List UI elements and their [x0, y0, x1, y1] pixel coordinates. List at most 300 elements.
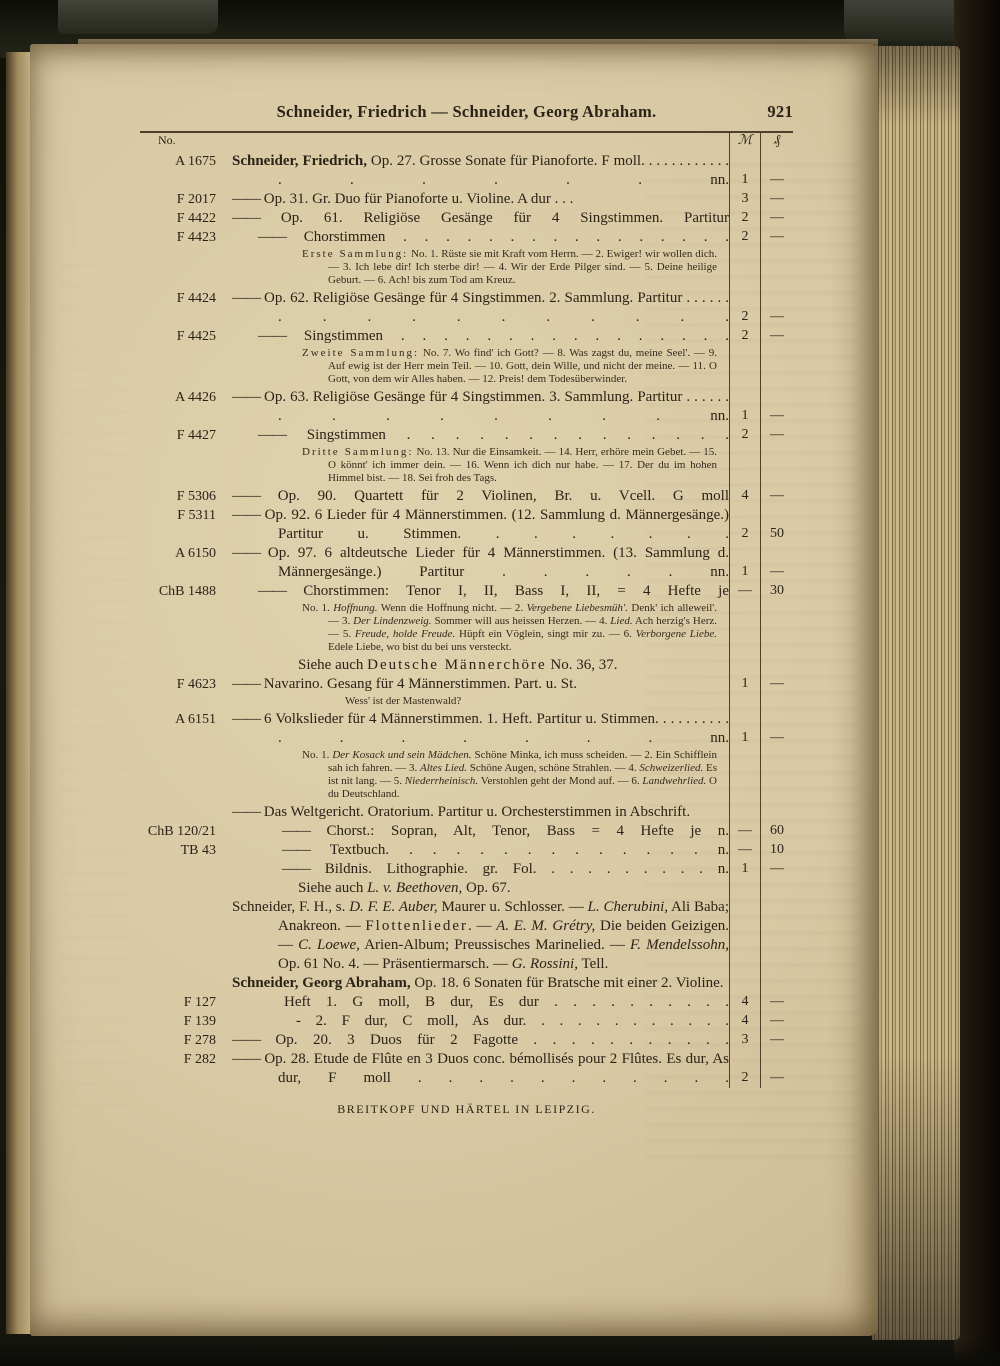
price-pfennig-cell [760, 879, 793, 898]
entry-main-text [232, 675, 729, 694]
price-pfennig-cell [760, 426, 793, 445]
entry-line [140, 228, 793, 247]
entry-line [140, 656, 793, 675]
price-mark-cell [729, 582, 760, 601]
entry-text [232, 426, 729, 445]
price-pfennig-value: — [770, 210, 784, 225]
table-row [140, 582, 793, 656]
text-segment: Landwehrlied. [642, 775, 707, 787]
price-mark-value: 1 [741, 564, 749, 579]
price-mark-cell [729, 445, 760, 487]
entry-line [140, 710, 793, 748]
price-pfennig-value: — [770, 1013, 784, 1028]
entry-note-cell [232, 601, 729, 656]
price-pfennig-cell [760, 898, 793, 974]
price-pfennig-value: — [770, 1070, 784, 1085]
text-segment: Altes Lied. [419, 762, 468, 774]
catalog-number: F 5311 [177, 508, 216, 523]
table-row [140, 190, 793, 209]
text-segment: Schöne Augen, schöne Strahlen. — 4. [467, 762, 640, 774]
text-segment: Op. 31. Gr. Duo für Pianoforte u. Violine. A dur . . . [260, 191, 574, 207]
repeat-dash: —— [282, 823, 310, 839]
entry-note-text [232, 347, 729, 386]
price-pfennig-value: — [770, 172, 784, 187]
text-segment: Ach herzig's Herz. — 5. [328, 615, 718, 640]
entry-text [232, 898, 729, 974]
catalog-number-empty [140, 346, 232, 388]
note-line [140, 601, 793, 656]
catalog-number: F 4623 [176, 677, 216, 692]
catalog-number [140, 860, 232, 879]
catalog-number: TB 43 [180, 843, 216, 858]
price-mark-cell [729, 841, 760, 860]
entry-line [140, 209, 793, 228]
price-mark-cell [729, 388, 760, 426]
entry-main-text [232, 710, 729, 748]
entry-text [232, 822, 729, 841]
entry-note-cell [232, 694, 729, 710]
entry-main-text [232, 822, 729, 841]
entry-line [140, 898, 793, 974]
entry-main-text [232, 487, 729, 506]
text-segment: Chorstimmen . . . . . . . . . . . . . . . . [286, 229, 729, 245]
text-segment: D. F. E. Auber, [349, 899, 438, 915]
price-pfennig-cell [760, 710, 793, 748]
entry-line [140, 675, 793, 694]
text-segment: - 2. F dur, C moll, As dur. . . . . . . . . . . . [296, 1013, 729, 1029]
entry-main-text [232, 879, 729, 898]
price-pfennig-value: 30 [770, 583, 784, 598]
entry-text [232, 190, 729, 209]
price-pfennig-value: — [770, 229, 784, 244]
price-mark-cell [729, 1031, 760, 1050]
price-mark-value: 2 [741, 427, 749, 442]
price-pfennig-value: — [770, 427, 784, 442]
price-pfennig-value: — [770, 408, 784, 423]
catalog-number [140, 879, 232, 898]
text-segment: Das Weltgericht. Oratorium. Partitur u. Orchesterstimmen in Abschrift. [260, 804, 691, 820]
catalog-number: A 4426 [175, 390, 216, 405]
price-pfennig-value: — [770, 861, 784, 876]
entry-line [140, 1050, 793, 1088]
text-segment: Hüpft ein Vöglein, singt mir zu. — 6. [455, 628, 636, 640]
text-segment: Siehe auch [298, 657, 368, 673]
price-mark-cell [729, 209, 760, 228]
repeat-dash: —— [232, 711, 260, 727]
entry-main-text [232, 582, 729, 601]
page-title: Schneider, Friedrich — Schneider, Georg Abraham. [276, 102, 657, 121]
entry-line [140, 803, 793, 822]
text-segment: Der Kosack und sein Mädchen. [332, 749, 472, 761]
repeat-dash: —— [232, 488, 260, 504]
entry-line [140, 1031, 793, 1050]
catalog-entries [140, 152, 793, 1088]
catalog-number: F 2017 [176, 192, 216, 207]
table-row [140, 388, 793, 426]
pfennig-column-header: ₰ [760, 133, 793, 152]
text-segment: Textbuch. . . . . . . . . . . . . . n. [310, 842, 729, 858]
repeat-dash: —— [282, 861, 310, 877]
price-pfennig-cell [760, 228, 793, 247]
table-row [140, 426, 793, 487]
price-mark-cell [729, 327, 760, 346]
price-mark-value: 1 [741, 408, 749, 423]
text-segment: Maurer u. Schlosser. — [437, 899, 588, 915]
catalog-number: ChB 1488 [158, 584, 216, 599]
price-mark-value: 3 [741, 191, 749, 206]
text-segment: L. Cherubini, [587, 899, 669, 915]
entry-text [232, 1031, 729, 1050]
price-mark-cell [729, 675, 760, 694]
price-pfennig-cell [760, 346, 793, 388]
table-row [140, 879, 793, 898]
entry-main-text [232, 841, 729, 860]
price-mark-value: 4 [741, 1013, 749, 1028]
price-pfennig-cell [760, 656, 793, 675]
text-segment: Op. 63. Religiöse Gesänge für 4 Singstimmen. 3. Sammlung. Partitur . . . . . . . . . . . . . . nn. [260, 389, 729, 424]
price-pfennig-cell [760, 582, 793, 601]
entry-line [140, 974, 793, 993]
text-segment: Schneider, F. H., s. [232, 899, 350, 915]
table-row [140, 898, 793, 974]
entry-text [232, 506, 729, 544]
entry-line [140, 1012, 793, 1031]
price-mark-cell [729, 544, 760, 582]
price-mark-value: 2 [741, 526, 749, 541]
note-line [140, 247, 793, 289]
catalog-number: A 6150 [175, 546, 216, 561]
price-pfennig-value: 60 [770, 823, 784, 838]
catalog-number: F 4425 [176, 329, 216, 344]
text-segment: Op. 90. Quartett für 2 Violinen, Br. u. Vcell. G moll [260, 488, 729, 504]
entry-text [232, 879, 729, 898]
entry-note-cell [232, 247, 729, 289]
repeat-dash: —— [258, 583, 286, 599]
text-segment: Verborgene Liebe. [635, 628, 717, 640]
repeat-dash: —— [258, 229, 286, 245]
text-segment: Flottenlieder [365, 918, 468, 934]
price-pfennig-value: — [770, 676, 784, 691]
catalog-number [140, 803, 232, 822]
catalog-number: F 127 [183, 995, 216, 1010]
price-mark-value: 2 [741, 210, 749, 225]
text-segment: Der Lindenzweig. [353, 615, 432, 627]
repeat-dash: —— [232, 389, 260, 405]
catalog-number-empty [140, 247, 232, 289]
text-segment: Die beiden Geizigen. — [278, 918, 729, 953]
text-segment: Ali Baba; Anakreon. — [278, 899, 729, 934]
price-pfennig-value: 50 [770, 526, 784, 541]
entry-line [140, 487, 793, 506]
price-pfennig-cell [760, 289, 793, 327]
entry-text [232, 993, 729, 1012]
price-pfennig-cell [760, 487, 793, 506]
title-column-header [232, 133, 729, 152]
text-segment: Op. 92. 6 Lieder für 4 Männerstimmen. (12. Sammlung d. Männergesänge.) Partitur u. Stimmen. . . . . . . . [260, 507, 729, 542]
price-mark-value: 1 [741, 172, 749, 187]
catalog-page [30, 44, 878, 1336]
entry-text [232, 487, 729, 506]
entry-main-text [232, 1031, 729, 1050]
text-segment: O du Deutschland. [328, 775, 717, 800]
price-pfennig-value: — [770, 994, 784, 1009]
entry-main-text [232, 209, 729, 228]
entry-text [232, 841, 729, 860]
price-pfennig-value: — [770, 564, 784, 579]
entry-main-text [232, 656, 729, 675]
price-mark-value: 1 [741, 730, 749, 745]
entry-note-cell [232, 445, 729, 487]
price-mark-cell [729, 879, 760, 898]
repeat-dash: —— [232, 507, 260, 523]
entry-main-text [232, 898, 729, 974]
note-line [140, 694, 793, 710]
text-segment: No. 1. [302, 602, 334, 614]
text-segment: Op. 27. Grosse Sonate für Pianoforte. F moll. . . . . . . . . . . . . . . . . . nn. [278, 153, 730, 188]
entry-note-cell [232, 346, 729, 388]
price-mark-cell [729, 898, 760, 974]
text-segment: Lied. [610, 615, 633, 627]
text-segment: Op. 61. Religiöse Gesänge für 4 Singstimmen. Partitur [260, 210, 729, 226]
repeat-dash: —— [232, 1051, 260, 1067]
entry-line [140, 289, 793, 327]
entry-text [232, 974, 729, 993]
price-mark-cell [729, 247, 760, 289]
entry-main-text [232, 544, 729, 582]
text-segment: Sommer will aus heissen Herzen. — 4. [431, 615, 611, 627]
entry-line [140, 506, 793, 544]
table-row [140, 1012, 793, 1031]
entry-text [232, 209, 729, 228]
entry-text [232, 327, 729, 346]
table-row [140, 1050, 793, 1088]
price-mark-value: 3 [741, 1032, 749, 1047]
entry-main-text [232, 974, 729, 993]
table-row [140, 860, 793, 879]
catalog-number: F 282 [183, 1052, 216, 1067]
price-pfennig-cell [760, 445, 793, 487]
price-mark-value: 1 [741, 676, 749, 691]
price-pfennig-cell [760, 1031, 793, 1050]
text-segment: Arien-Album; Preussisches Marinelied. — [359, 937, 631, 953]
text-segment: Schneider, Georg Abraham, [232, 975, 411, 991]
price-mark-value: 2 [741, 1070, 749, 1085]
catalog-number: ChB 120/21 [147, 824, 216, 839]
text-segment: No. 1. Rüste sie mit Kraft vom Herrn. — 2. Ewiger! wir wollen dich. — 3. Ich lebe dir! Ich sterbe dir! — 4. Wir der Erde Pilger sind. — 5. Deine heilige Geburt. — 6. Ach! bis zum Tod am Kreuz. [328, 248, 717, 286]
repeat-dash: —— [282, 842, 310, 858]
entry-text [232, 388, 729, 426]
entry-line [140, 426, 793, 445]
price-pfennig-cell [760, 803, 793, 822]
entry-note-text [232, 749, 729, 801]
price-mark-cell [729, 487, 760, 506]
price-mark-value: — [738, 583, 752, 598]
price-mark-cell [729, 289, 760, 327]
entry-text [232, 228, 729, 247]
text-segment: No. 13. Nur die Einsamkeit. — 14. Herr, erhöre mein Gebet. — 15. O könnt' ich immer dein. — 16. Wenn ich dich nur habe. — 17. Der du im hohen Himmel bist. — 18. Sei froh des Tags. [328, 446, 717, 484]
price-pfennig-cell [760, 327, 793, 346]
table-row [140, 993, 793, 1012]
price-mark-value: — [738, 842, 752, 857]
table-row [140, 710, 793, 803]
entry-main-text [232, 388, 729, 426]
entry-line [140, 388, 793, 426]
entry-line [140, 860, 793, 879]
repeat-dash: —— [232, 676, 260, 692]
entry-main-text [232, 327, 729, 346]
entry-main-text [232, 993, 729, 1012]
entry-line [140, 993, 793, 1012]
table-row [140, 974, 793, 993]
entry-line [140, 822, 793, 841]
entry-note-cell [232, 748, 729, 803]
book-spine [954, 0, 1000, 1366]
catalog-number: F 4422 [176, 211, 216, 226]
text-segment: Vergebene Liebesmüh'. [526, 602, 629, 614]
mark-column-header: ℳ [729, 133, 760, 152]
entry-text [232, 675, 729, 694]
text-segment: G. Rossini, [511, 956, 578, 972]
entry-text [232, 1050, 729, 1088]
book-cover-corner-left [58, 0, 218, 34]
entry-note-text [232, 248, 729, 287]
table-row [140, 487, 793, 506]
price-mark-cell [729, 346, 760, 388]
text-segment: C. Loewe, [298, 937, 360, 953]
entry-main-text [232, 152, 729, 190]
text-segment: No. 7. Wo find' ich Gott? — 8. Was zagst du, meine Seel'. — 9. Auf ewig ist der Herr mein Teil. — 10. Gott, dein Wille, und nicht der meine. — 11. O Gott, von dem wir Alles haben. — 12. Preis! dem Todesüberwinder. [328, 347, 717, 385]
price-mark-cell [729, 860, 760, 879]
bleed-through-text-left [60, 264, 130, 1124]
bottom-shadow [0, 1338, 1000, 1366]
text-segment: Bildnis. Lithographie. gr. Fol. . . . . . . . . . n. [310, 861, 729, 877]
price-mark-value: 2 [741, 229, 749, 244]
text-segment: Heft 1. G moll, B dur, Es dur . . . . . . . . . . [284, 994, 729, 1010]
entry-line [140, 327, 793, 346]
table-row [140, 152, 793, 190]
text-segment: Op. 20. 3 Duos für 2 Fagotte . . . . . . . . . . . [260, 1032, 729, 1048]
price-mark-cell [729, 152, 760, 190]
repeat-dash: —— [232, 804, 260, 820]
entry-text [232, 656, 729, 675]
repeat-dash: —— [232, 191, 260, 207]
entry-text [232, 803, 729, 822]
table-row [140, 841, 793, 860]
price-mark-value: 1 [741, 861, 749, 876]
entry-text [232, 152, 729, 190]
price-pfennig-cell [760, 601, 793, 656]
text-segment: Dritte Sammlung: [302, 446, 414, 458]
entry-main-text [232, 1050, 729, 1088]
text-segment: F. Mendelssohn, [630, 937, 730, 953]
entry-main-text [232, 228, 729, 247]
catalog-number: F 4427 [176, 428, 216, 443]
text-segment: Zweite Sammlung: [302, 347, 420, 359]
entry-note-text [232, 695, 729, 708]
price-pfennig-value: — [770, 488, 784, 503]
price-pfennig-value: — [770, 730, 784, 745]
table-row [140, 209, 793, 228]
text-segment: Singstimmen . . . . . . . . . . . . . . [286, 427, 729, 443]
price-mark-cell [729, 506, 760, 544]
price-mark-value: 2 [741, 309, 749, 324]
table-row [140, 803, 793, 822]
entry-line [140, 879, 793, 898]
price-pfennig-cell [760, 822, 793, 841]
catalog-number [140, 974, 232, 993]
price-pfennig-cell [760, 152, 793, 190]
table-row [140, 656, 793, 675]
price-mark-cell [729, 694, 760, 710]
text-segment: Denk' ich alleweil'. — 3. [328, 602, 717, 627]
price-mark-cell [729, 426, 760, 445]
catalog-table [140, 131, 793, 1088]
price-mark-cell [729, 1012, 760, 1031]
catalog-number [140, 656, 232, 675]
text-segment: 6 Volkslieder für 4 Männerstimmen. 1. Heft. Partitur u. Stimmen. . . . . . . . . . . . . . . . . nn. [260, 711, 729, 746]
table-row [140, 228, 793, 289]
price-pfennig-cell [760, 1012, 793, 1031]
text-segment: Schöne Minka, ich muss scheiden. — 2. Ein Schifflein sah ich fahren. — 3. [328, 749, 717, 774]
price-mark-cell [729, 993, 760, 1012]
table-row [140, 1031, 793, 1050]
entry-main-text [232, 803, 729, 822]
catalog-number [140, 898, 232, 974]
table-row [140, 822, 793, 841]
no-column-header: No. [158, 133, 176, 147]
repeat-dash: —— [232, 1032, 260, 1048]
table-row [140, 289, 793, 327]
price-pfennig-cell [760, 388, 793, 426]
page-content [140, 102, 800, 1117]
entry-text [232, 289, 729, 327]
price-pfennig-cell [760, 209, 793, 228]
entry-line [140, 190, 793, 209]
catalog-number: F 4423 [176, 230, 216, 245]
price-mark-cell [729, 748, 760, 803]
text-segment: Hoffnung. [333, 602, 378, 614]
note-line [140, 748, 793, 803]
price-mark-cell [729, 1050, 760, 1088]
page-number: 921 [767, 102, 793, 121]
entry-line [140, 841, 793, 860]
price-mark-cell [729, 974, 760, 993]
entry-note-text [232, 602, 729, 654]
catalog-number: F 278 [183, 1033, 216, 1048]
text-segment: Edele Liebe, wo bist du bei uns versteckt. [328, 641, 512, 653]
text-segment: Op. 18. 6 Sonaten für Bratsche mit einer 2. Violine. [410, 975, 724, 991]
entry-line [140, 582, 793, 601]
catalog-number: A 6151 [175, 712, 216, 727]
price-mark-value: 2 [741, 328, 749, 343]
text-segment: Schneider, Friedrich, [232, 153, 368, 169]
text-segment: Navarino. Gesang für 4 Männerstimmen. Part. u. St. [260, 676, 578, 692]
text-segment: Op. 67. [462, 880, 511, 896]
entry-text [232, 1012, 729, 1031]
price-pfennig-cell [760, 247, 793, 289]
repeat-dash: —— [232, 210, 260, 226]
entry-main-text [232, 426, 729, 445]
text-segment: Siehe auch [298, 880, 368, 896]
price-pfennig-cell [760, 694, 793, 710]
price-pfennig-cell [760, 860, 793, 879]
price-pfennig-value: — [770, 309, 784, 324]
price-mark-value: 4 [741, 488, 749, 503]
price-pfennig-cell [760, 841, 793, 860]
text-segment: Es ist nit lang. — 5. [328, 762, 717, 787]
price-mark-value: — [738, 823, 752, 838]
note-line [140, 445, 793, 487]
